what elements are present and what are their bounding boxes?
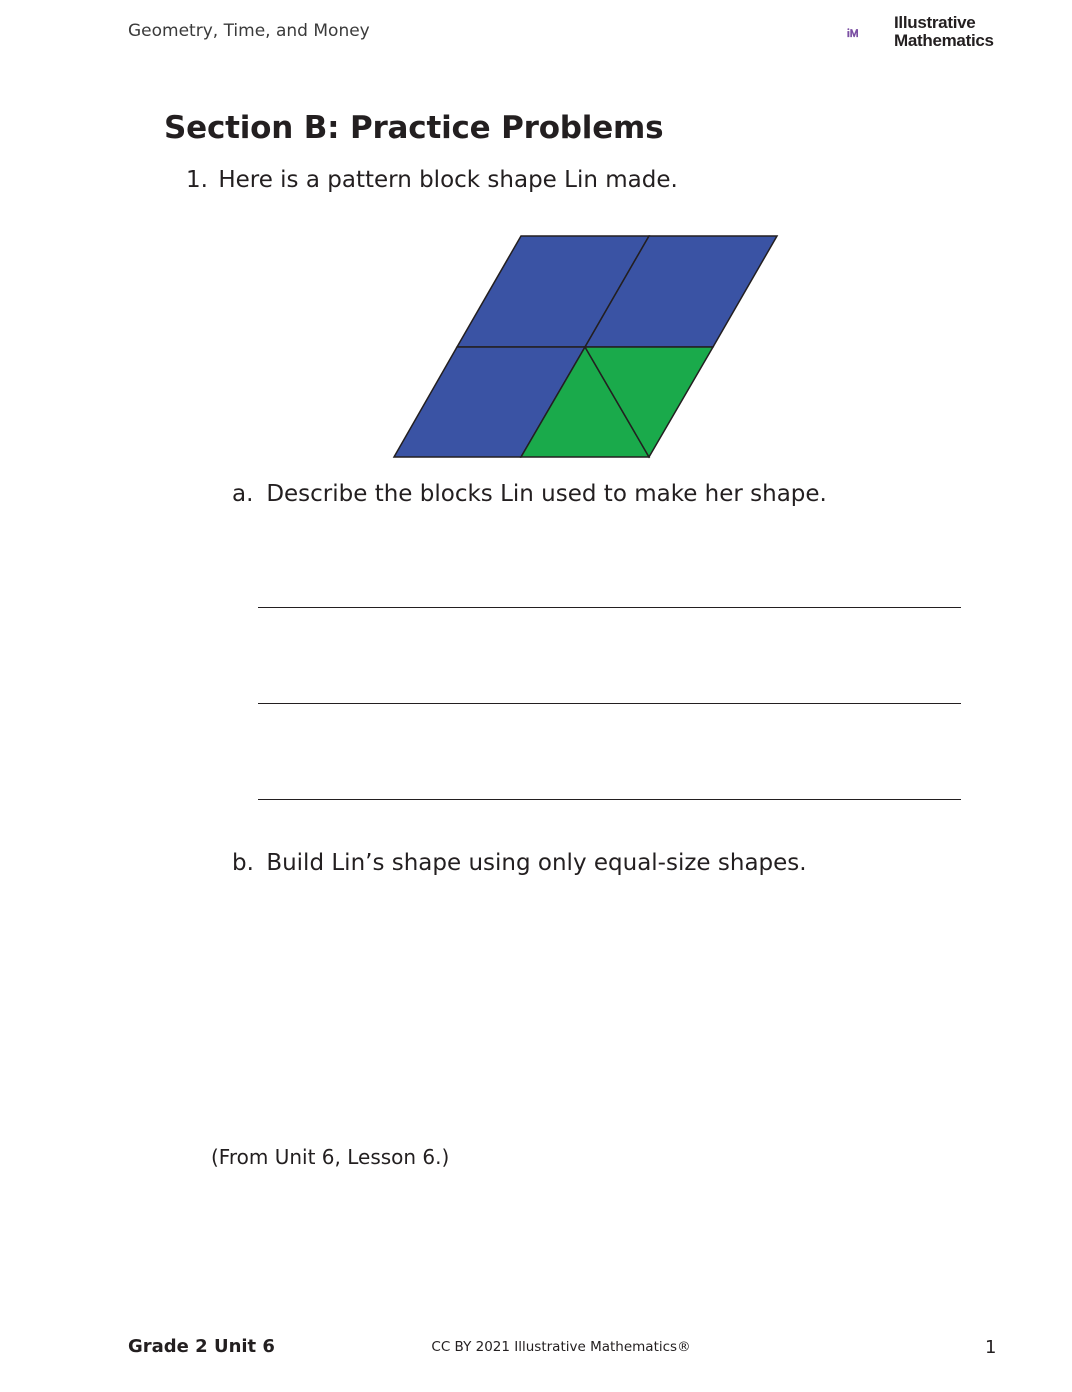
footer-grade-unit: Grade 2 Unit 6 [128,1336,275,1357]
logo-line-2: Mathematics [894,31,994,50]
page-number: 1 [985,1337,997,1358]
footer-license: CC BY 2021 Illustrative Mathematics® [431,1339,691,1355]
part-b-label: b. [232,850,254,876]
answer-line[interactable] [258,607,961,608]
section-title: Section B: Practice Problems [164,110,664,146]
im-logo-icon [847,15,891,51]
part-a [232,481,827,507]
logo-line-1: Illustrative [894,13,976,32]
im-logo-text [894,14,994,50]
part-b-text: Build Lin’s shape using only equal-size shapes. [266,850,807,876]
source-note: (From Unit 6, Lesson 6.) [211,1145,450,1169]
answer-line[interactable] [258,703,961,704]
part-b [232,850,807,876]
pattern-block-figure [390,232,782,462]
part-a-text: Describe the blocks Lin used to make her shape. [266,481,827,507]
problem-1 [186,167,678,193]
part-a-label: a. [232,481,254,507]
header-title: Geometry, Time, and Money [128,21,370,41]
answer-line[interactable] [258,799,961,800]
problem-prompt: Here is a pattern block shape Lin made. [218,167,678,193]
problem-number: 1. [186,167,208,193]
